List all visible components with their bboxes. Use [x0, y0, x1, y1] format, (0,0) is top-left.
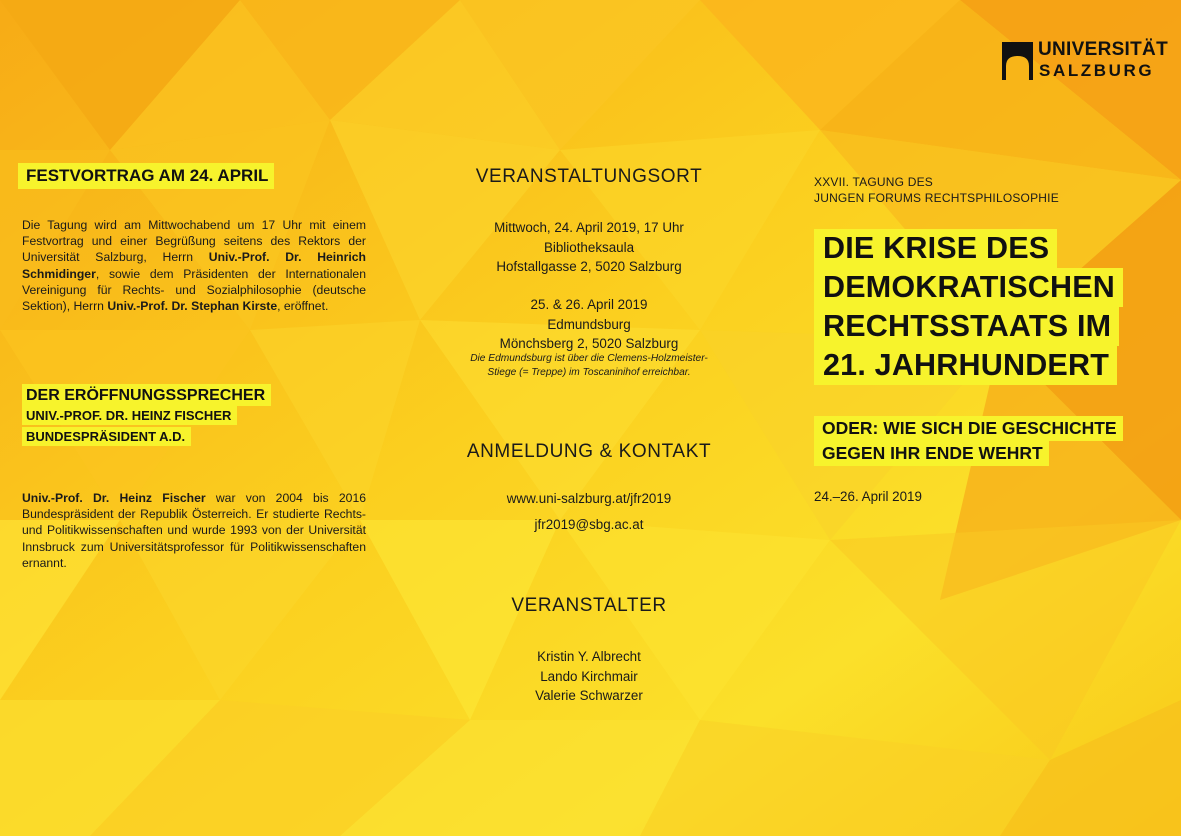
venue-block-thursday-friday-line: Mönchsberg 2, 5020 Salzburg	[499, 336, 679, 351]
speaker-heading: DER ERÖFFNUNGSSPRECHER	[22, 384, 271, 406]
paragraph-text: Die Tagung wird am Mittwochabend um 17 Uhr mit einem Festvortrag und einer Begrüßung seitens des Rektors der Universität Salzburg, Herrn	[22, 218, 366, 265]
person-name: Univ.-Prof. Dr. Heinrich Schmidinger	[22, 250, 366, 281]
main-title-line: DIE KRISE DES	[814, 229, 1057, 268]
venue-block-wednesday	[420, 218, 758, 277]
venue-note-line: Die Edmundsburg ist über die Clemens-Holzmeister-	[470, 353, 708, 364]
organizer-list-line: Valerie Schwarzer	[535, 688, 643, 703]
bio-paragraph	[22, 490, 366, 571]
main-title-line: RECHTSSTAATS IM	[814, 307, 1119, 346]
venue-heading: VERANSTALTUNGSORT	[475, 166, 703, 187]
festvortrag-heading: FESTVORTRAG AM 24. APRIL	[18, 163, 274, 189]
main-title-line: DEMOKRATISCHEN	[814, 268, 1123, 307]
conference-name-line: XXVII. TAGUNG DES	[814, 175, 933, 189]
contact-email-link[interactable]: jfr2019@sbg.ac.at	[534, 517, 644, 532]
venue-block-wednesday-line: Bibliotheksaula	[543, 239, 635, 255]
venue-note	[420, 352, 758, 380]
contact-heading: ANMELDUNG & KONTAKT	[466, 441, 712, 462]
paragraph-text: war von 2004 bis 2016 Bundespräsident der Republik Österreich. Er studierte Rechts- und Politikwissenschaften und wurde 1993 von der Universität Innsbruck zum Universitätsprofessor für Politikwissenschaften ernannt.	[22, 491, 366, 570]
conference-name-line: JUNGEN FORUMS RECHTSPHILOSOPHIE	[814, 191, 1059, 205]
venue-note-line: Stiege (= Treppe) im Toscaninihof erreichbar.	[487, 367, 691, 378]
event-dates: 24.–26. April 2019	[814, 489, 922, 504]
venue-block-wednesday-line: Mittwoch, 24. April 2019, 17 Uhr	[494, 220, 684, 235]
contact-url-link[interactable]: www.uni-salzburg.at/jfr2019	[506, 491, 672, 506]
university-logo	[1002, 40, 1167, 84]
venue-block-thursday-friday-line: Edmundsburg	[547, 316, 631, 332]
conference-name	[814, 174, 1059, 206]
organizer-list-line: Lando Kirchmair	[540, 668, 638, 684]
paragraph-text: , eröffnet.	[277, 299, 329, 314]
speaker-title: BUNDESPRÄSIDENT A.D.	[22, 427, 191, 446]
logo-line-1: UNIVERSITÄT	[1038, 39, 1168, 60]
organizer-list	[420, 647, 758, 706]
intro-paragraph	[22, 217, 366, 314]
organizer-list-line: Kristin Y. Albrecht	[537, 649, 641, 664]
venue-block-wednesday-line: Hofstallgasse 2, 5020 Salzburg	[496, 259, 682, 274]
speaker-name: UNIV.-PROF. DR. HEINZ FISCHER	[22, 406, 237, 425]
subtitle-line: ODER: WIE SICH DIE GESCHICHTE	[814, 416, 1123, 441]
paragraph-text: , sowie dem Präsidenten der Internationalen Vereinigung für Rechts- und Sozialphilosophie (deutsche Sektion), Herrn	[22, 266, 366, 314]
subtitle	[814, 416, 1123, 466]
subtitle-line: GEGEN IHR ENDE WEHRT	[814, 441, 1049, 466]
main-title	[814, 229, 1164, 385]
person-name: Univ.-Prof. Dr. Stephan Kirste	[107, 299, 278, 314]
organizer-heading: VERANSTALTER	[511, 595, 667, 616]
person-name: Univ.-Prof. Dr. Heinz Fischer	[22, 491, 206, 505]
venue-block-thursday-friday-line: 25. & 26. April 2019	[530, 297, 648, 312]
university-logo-mark-icon	[1002, 42, 1033, 80]
logo-line-2: SALZBURG	[1039, 61, 1155, 80]
main-title-line: 21. JAHRHUNDERT	[814, 346, 1117, 385]
venue-block-thursday-friday	[420, 295, 758, 354]
